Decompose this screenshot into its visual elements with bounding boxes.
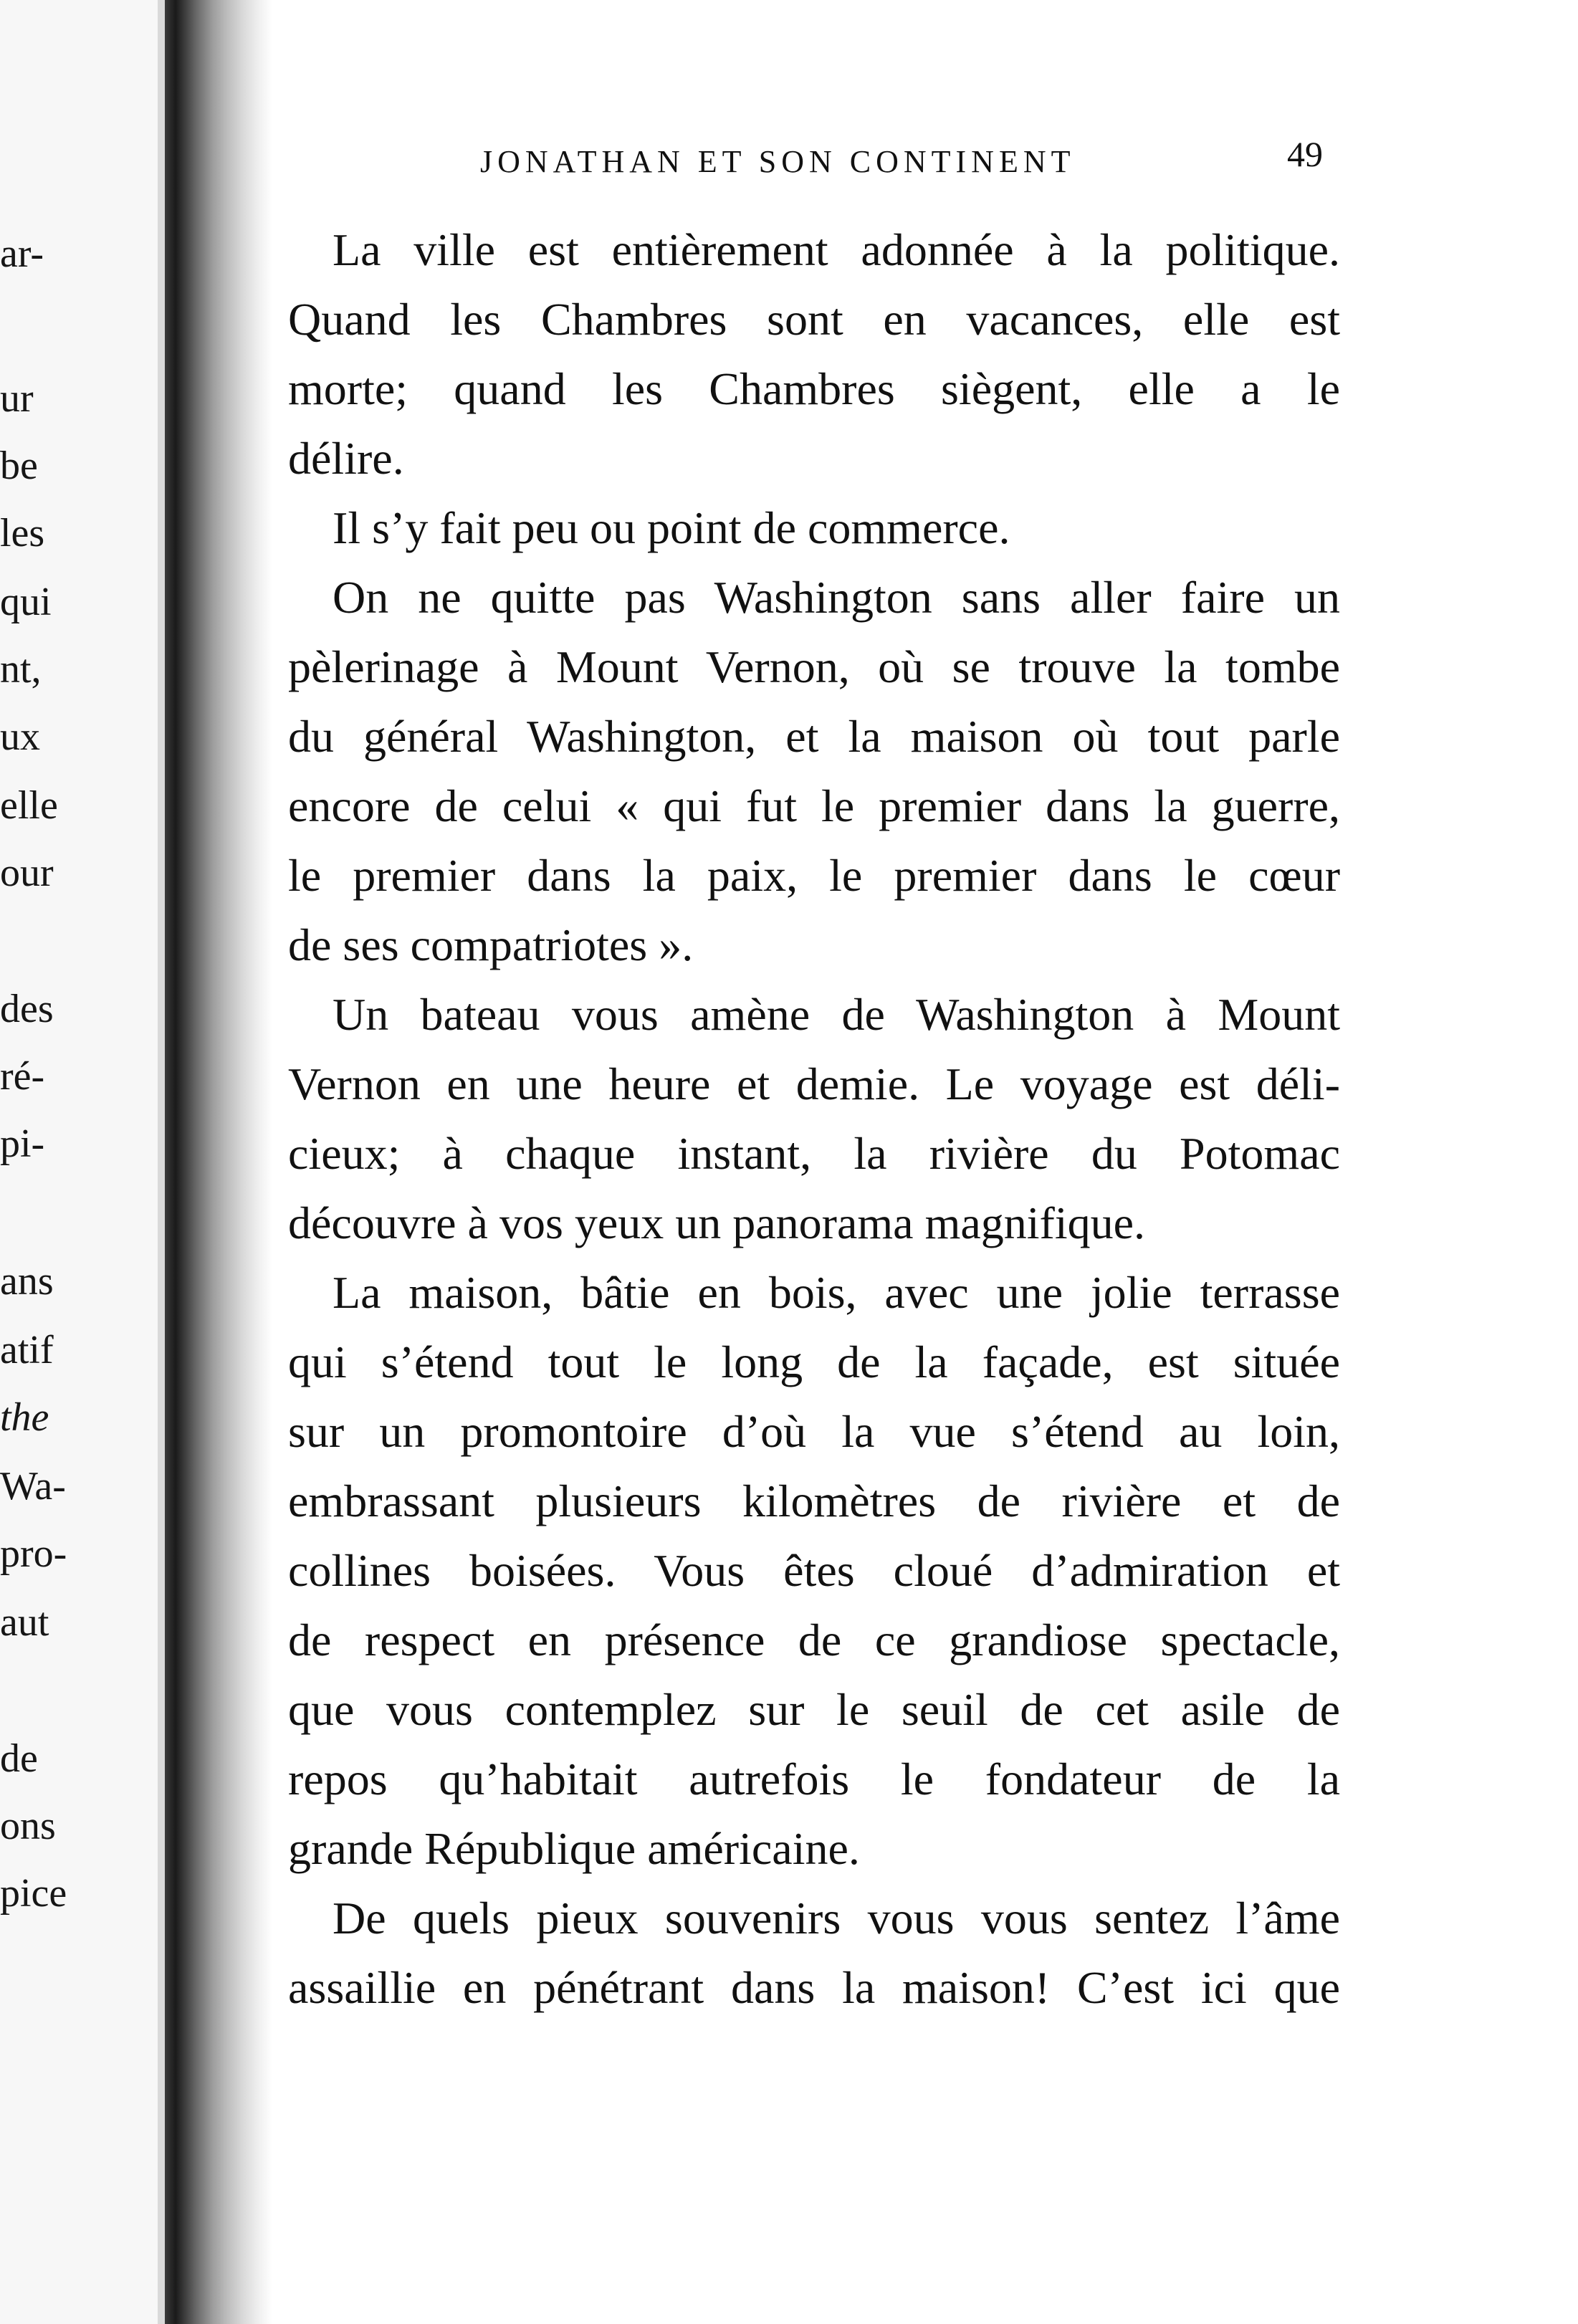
text-line: Vernon en une heure et demie. Le voyage est déli- — [288, 1058, 1340, 1109]
left-facing-page — [0, 0, 165, 2324]
left-page-fragment: nt, — [0, 647, 42, 692]
text-line: De quels pieux souvenirs vous vous sentez l’âme — [333, 1893, 1340, 1943]
text-line: embrassant plusieurs kilomètres de rivière et de — [288, 1476, 1340, 1526]
text-line: encore de celui « qui fut le premier dans la guerre, — [288, 780, 1340, 831]
body-text — [288, 215, 1340, 2022]
text-line: de respect en présence de ce grandiose spectacle, — [288, 1615, 1340, 1665]
left-page-fragment: les — [0, 511, 45, 555]
left-page-fragment: pi- — [0, 1122, 45, 1166]
text-line: morte; quand les Chambres siègent, elle a le — [288, 363, 1340, 414]
left-page-fragment: pro- — [0, 1531, 67, 1576]
text-line: La ville est entièrement adonnée à la politique. — [333, 224, 1340, 275]
left-page-fragment: our — [0, 851, 54, 895]
left-page-fragment: ux — [0, 714, 40, 759]
left-page-fragment: aut — [0, 1600, 49, 1645]
left-page-fragment: Wa- — [0, 1464, 66, 1508]
left-page-fragment: des — [0, 987, 54, 1031]
left-page-fragment: atif — [0, 1328, 54, 1372]
text-line: sur un promontoire d’où la vue s’étend au loin, — [288, 1406, 1340, 1457]
left-page-fragment: qui — [0, 580, 52, 624]
text-line: délire. — [288, 433, 404, 484]
left-page-fragment: ons — [0, 1804, 56, 1848]
left-page-fragment: be — [0, 444, 38, 488]
text-line: le premier dans la paix, le premier dans le cœur — [288, 850, 1340, 901]
text-line: Il s’y fait peu ou point de commerce. — [333, 502, 1010, 553]
text-line: On ne quitte pas Washington sans aller faire un — [333, 572, 1340, 623]
left-page-fragment: the — [0, 1395, 49, 1440]
page-number: 49 — [1287, 134, 1323, 174]
text-line: collines boisées. Vous êtes cloué d’admiration et — [288, 1545, 1340, 1596]
text-line: découvre à vos yeux un panorama magnifique. — [288, 1197, 1146, 1248]
left-page-fragment: ans — [0, 1259, 54, 1304]
text-line: que vous contemplez sur le seuil de cet asile de — [288, 1684, 1340, 1735]
text-line: assaillie en pénétrant dans la maison! C’est ici que — [288, 1962, 1340, 2013]
text-line: repos qu’habitait autrefois le fondateur de la — [288, 1754, 1340, 1804]
text-line: Un bateau vous amène de Washington à Mount — [333, 989, 1340, 1040]
text-line: pèlerinage à Mount Vernon, où se trouve la tombe — [288, 641, 1340, 692]
text-line: grande République américaine. — [288, 1823, 860, 1874]
left-page-fragment: ur — [0, 376, 34, 421]
left-page-fragment: elle — [0, 783, 58, 828]
left-page-fragment: ar- — [0, 231, 44, 276]
text-line: de ses compatriotes ». — [288, 919, 694, 970]
left-page-fragment: pice — [0, 1871, 67, 1916]
binding-gutter-shadow — [165, 0, 272, 2324]
running-head: JONATHAN ET SON CONTINENT — [480, 144, 1076, 179]
left-page-fragment: de — [0, 1736, 38, 1781]
text-line: cieux; à chaque instant, la rivière du Potomac — [288, 1128, 1340, 1179]
text-line: Quand les Chambres sont en vacances, elle est — [288, 294, 1340, 345]
text-line: qui s’étend tout le long de la façade, est située — [288, 1336, 1340, 1387]
text-line: du général Washington, et la maison où tout parle — [288, 711, 1340, 762]
left-page-fragment: ré- — [0, 1054, 45, 1099]
text-line: La maison, bâtie en bois, avec une jolie terrasse — [333, 1267, 1340, 1318]
